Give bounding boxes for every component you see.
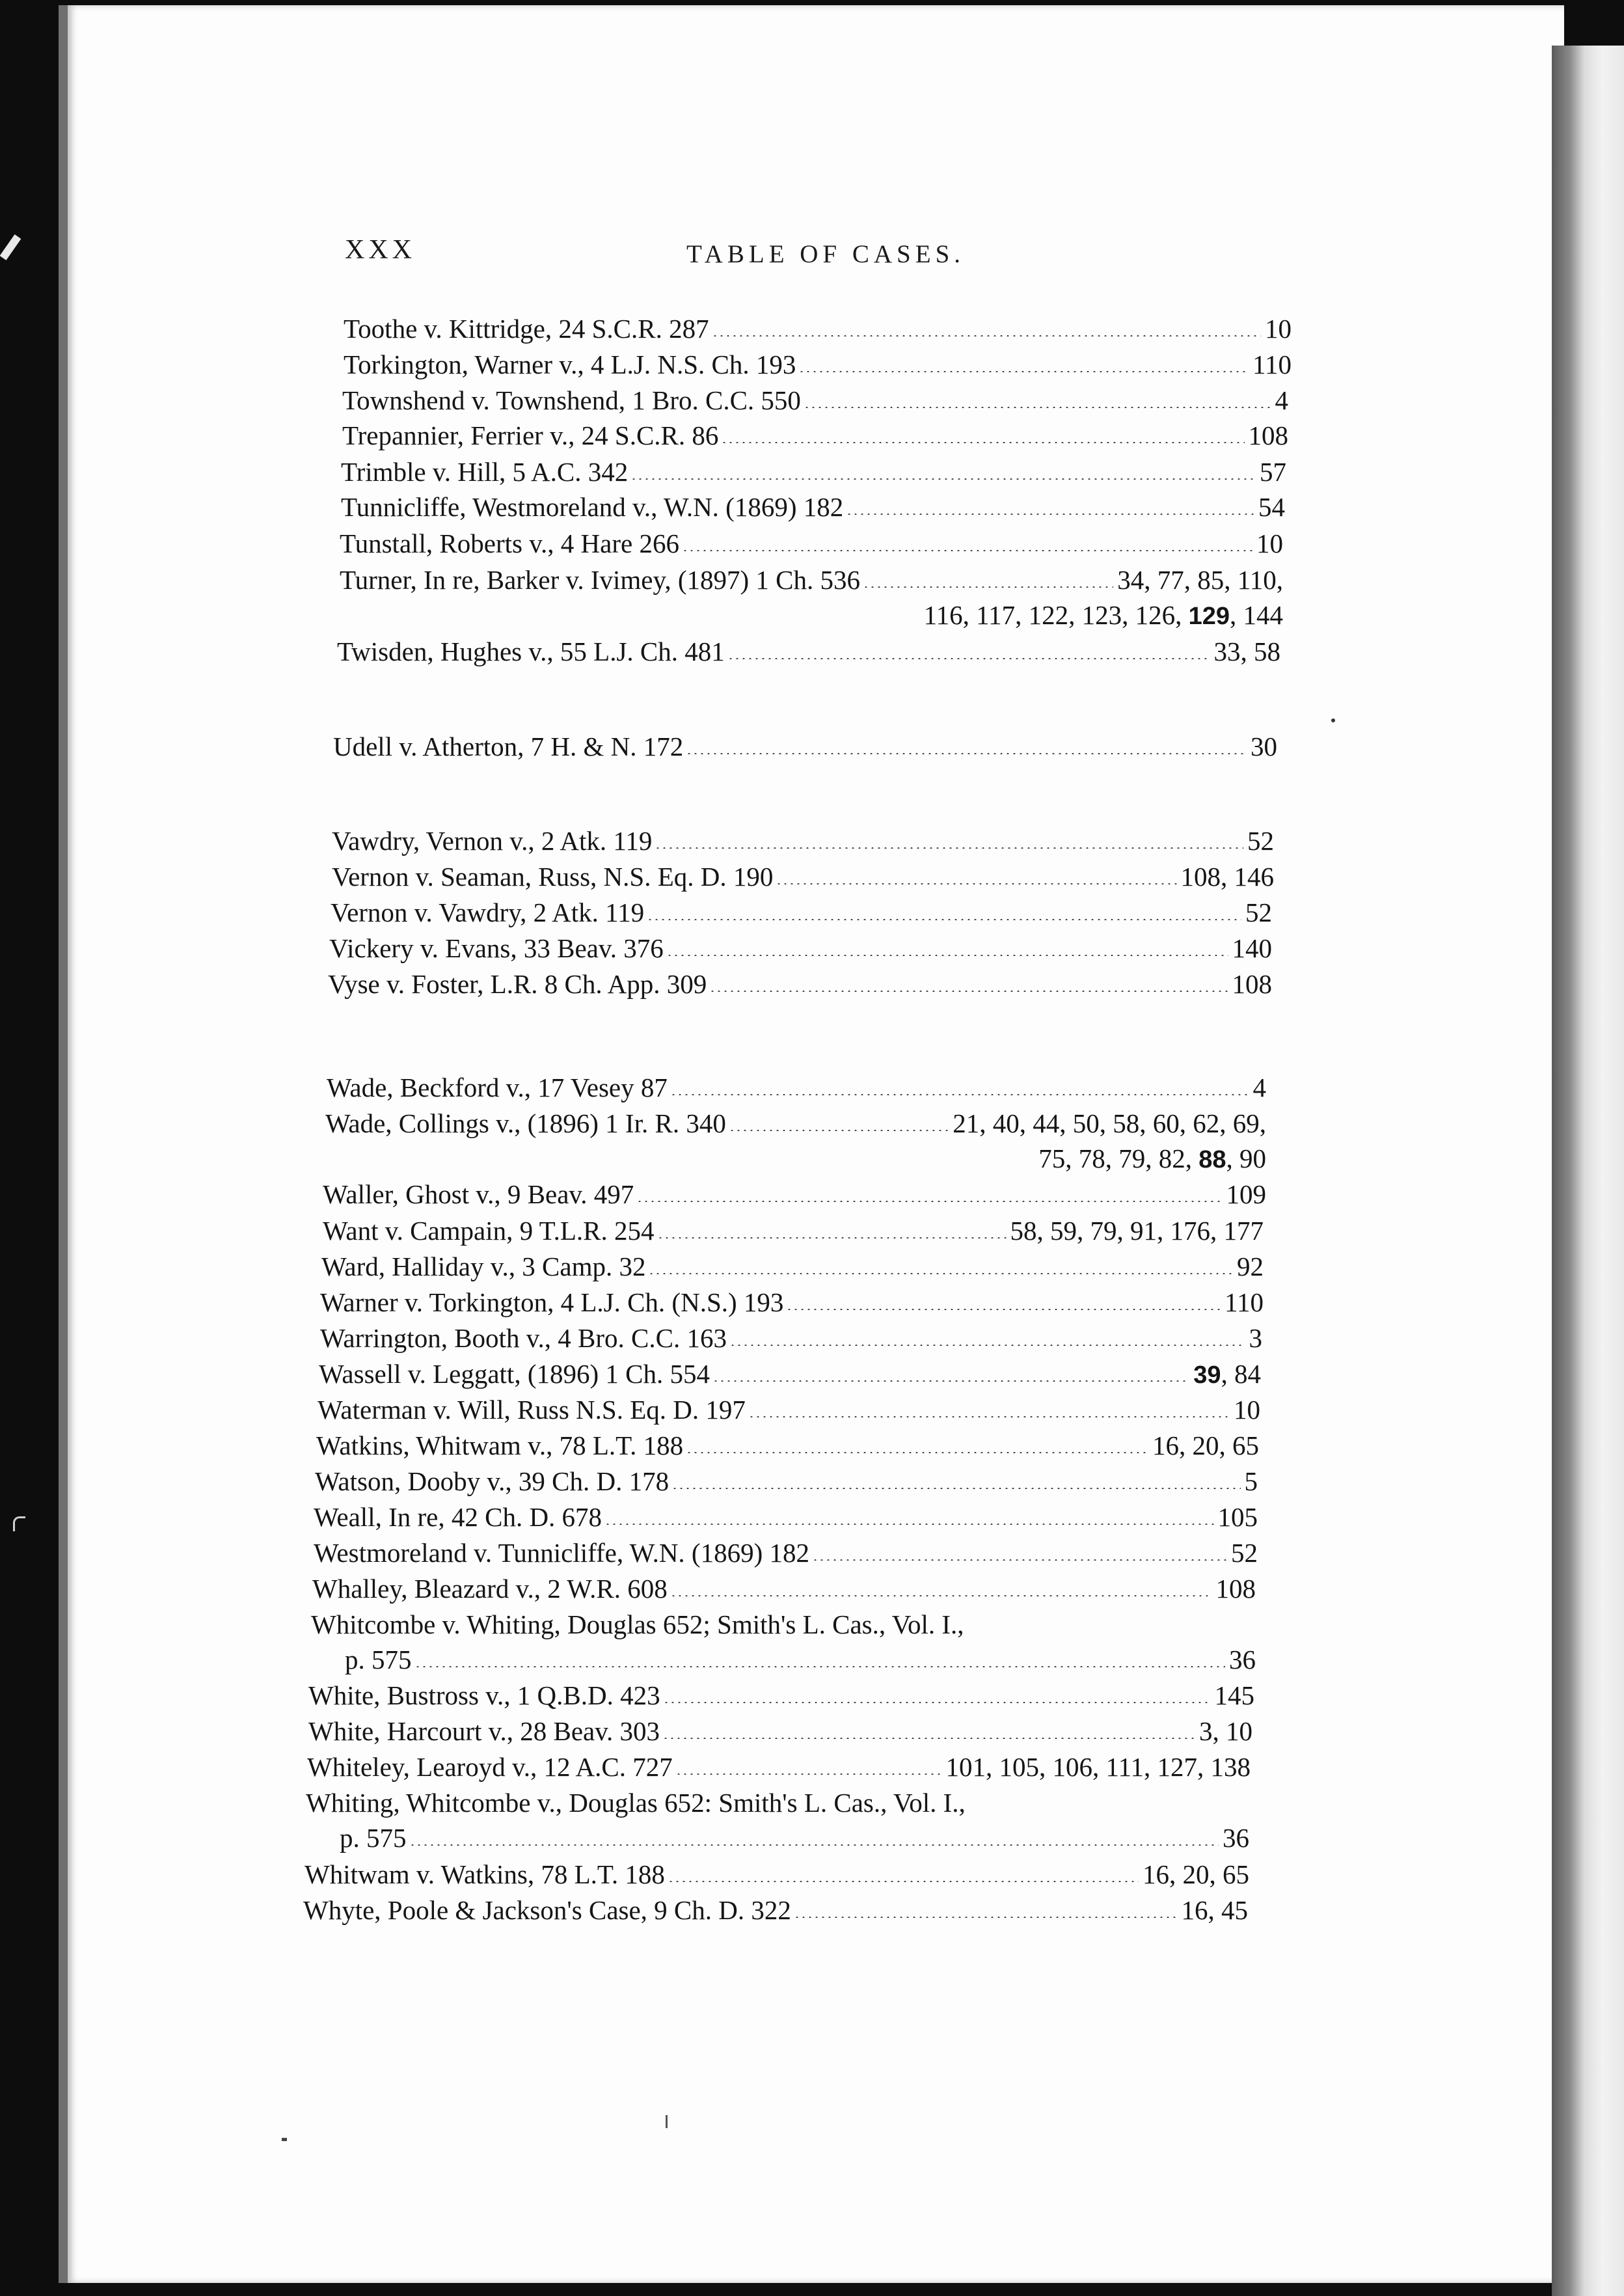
page-references: 108 [1248, 420, 1288, 450]
dot-leader [662, 1738, 1195, 1739]
case-reference: Whiting, Whitcombe v., Douglas 652: Smith's L. Cas., Vol. I., [306, 1788, 966, 1818]
running-head: TABLE OF CASES. [686, 240, 966, 268]
case-line [333, 724, 1277, 760]
case-line [329, 925, 1272, 962]
case-reference: Vickery v. Evans, 33 Beav. 376 [329, 933, 664, 963]
case-line [304, 1852, 1249, 1888]
page-references: 34, 77, 85, 110, [1117, 565, 1283, 595]
case-line [316, 1423, 1259, 1459]
case-line [312, 1566, 1256, 1602]
page-references: 3 [1249, 1323, 1262, 1353]
dot-leader [630, 478, 1256, 480]
dot-leader [668, 1881, 1139, 1882]
case-line [340, 521, 1283, 557]
case-line [308, 1708, 1252, 1745]
page-references: 110 [1225, 1287, 1264, 1317]
principal-page-reference: 39 [1193, 1361, 1221, 1389]
dot-leader [748, 1416, 1230, 1417]
case-line [340, 557, 1283, 594]
page-references: 4 [1252, 1073, 1266, 1102]
dot-leader [636, 1201, 1222, 1202]
case-reference: Wassell v. Leggatt, (1896) 1 Ch. 554 [319, 1359, 710, 1389]
page-references: 10 [1265, 314, 1292, 344]
case-line [344, 342, 1292, 378]
dot-leader [414, 1666, 1226, 1667]
case-reference: p. 575 [345, 1645, 412, 1674]
case-line [319, 1351, 1261, 1387]
case-reference: Turner, In re, Barker v. Ivimey, (1897) 1 Ch. 536 [340, 565, 860, 595]
case-continuation-line [340, 1815, 1249, 1852]
dot-leader [786, 1309, 1221, 1310]
page-references: 54 [1258, 492, 1285, 522]
case-reference: Want v. Campain, 9 T.L.R. 254 [323, 1216, 655, 1246]
page-references: 39, 84 [1193, 1359, 1261, 1389]
case-reference: Whalley, Bleazard v., 2 W.R. 608 [312, 1574, 668, 1604]
case-reference: Ward, Halliday v., 3 Camp. 32 [321, 1251, 646, 1281]
page-references: 3, 10 [1199, 1716, 1252, 1746]
page-references: 109 [1226, 1179, 1266, 1209]
page-references: 16, 20, 65 [1152, 1430, 1259, 1460]
dot-leader [863, 586, 1113, 588]
case-continuation-line [325, 1136, 1266, 1172]
case-line [315, 1458, 1258, 1495]
case-line [342, 377, 1288, 414]
case-reference: Toothe v. Kittridge, 24 S.C.R. 287 [344, 314, 709, 344]
page-references: 10 [1234, 1395, 1260, 1425]
page-references: 33, 58 [1213, 636, 1280, 666]
case-line [306, 1780, 1249, 1816]
case-line [332, 818, 1274, 854]
case-line [331, 890, 1272, 926]
case-reference: Watkins, Whitwam v., 78 L.T. 188 [316, 1430, 684, 1460]
case-reference: Whiteley, Learoyd v., 12 A.C. 727 [307, 1752, 673, 1782]
dot-leader [729, 1130, 949, 1131]
page-references: 145 [1214, 1680, 1254, 1710]
page-references: 36 [1229, 1645, 1256, 1674]
page-references: 58, 59, 79, 91, 176, 177 [1010, 1216, 1264, 1246]
case-line [344, 306, 1292, 342]
case-line [308, 1673, 1254, 1709]
case-line [314, 1494, 1258, 1531]
case-reference: Whyte, Poole & Jackson's Case, 9 Ch. D. 322 [303, 1895, 791, 1925]
page-references: 57 [1260, 457, 1286, 487]
case-line [341, 484, 1285, 521]
dot-leader [686, 753, 1247, 754]
page-references: 110 [1252, 349, 1292, 379]
case-reference: Vawdry, Vernon v., 2 Atk. 119 [332, 826, 653, 856]
page-references: 108 [1215, 1574, 1256, 1604]
page-references: 21, 40, 44, 50, 58, 60, 62, 69, [953, 1108, 1266, 1138]
case-reference: Tunstall, Roberts v., 4 Hare 266 [340, 528, 679, 558]
case-line [325, 1100, 1266, 1137]
case-reference: Wade, Beckford v., 17 Vesey 87 [327, 1073, 668, 1102]
case-line [341, 449, 1286, 485]
page-number: XXX [345, 235, 416, 265]
page-references: 16, 20, 65 [1143, 1859, 1249, 1889]
case-line [307, 1744, 1251, 1781]
dot-leader [729, 1345, 1245, 1346]
dot-leader [712, 1380, 1189, 1382]
page-references: 92 [1237, 1251, 1264, 1281]
dot-leader [776, 883, 1176, 884]
case-reference: Vernon v. Vawdry, 2 Atk. 119 [331, 897, 645, 927]
dot-leader [670, 1595, 1212, 1596]
dot-leader [812, 1559, 1227, 1561]
case-reference: White, Harcourt v., 28 Beav. 303 [308, 1716, 660, 1746]
case-reference: Tunnicliffe, Westmoreland v., W.N. (1869) 182 [341, 492, 844, 522]
case-line [320, 1315, 1262, 1352]
case-reference: Vyse v. Foster, L.R. 8 Ch. App. 309 [328, 969, 707, 999]
case-line [327, 1065, 1266, 1101]
case-reference: Waller, Ghost v., 9 Beav. 497 [323, 1179, 634, 1209]
case-reference: Trepannier, Ferrier v., 24 S.C.R. 86 [342, 420, 719, 450]
dot-leader [657, 1237, 1007, 1238]
case-line [328, 961, 1272, 998]
case-line [323, 1171, 1266, 1208]
case-line [303, 1887, 1248, 1924]
dot-leader [670, 1094, 1249, 1095]
page-references: 116, 117, 122, 123, 126, 129, 144 [923, 600, 1283, 630]
dot-leader [666, 955, 1228, 956]
dot-leader [682, 550, 1252, 551]
case-line [342, 413, 1288, 449]
case-reference: Weall, In re, 42 Ch. D. 678 [314, 1502, 602, 1532]
case-reference: Udell v. Atherton, 7 H. & N. 172 [333, 731, 684, 761]
page-references: 140 [1232, 933, 1272, 963]
dot-leader [794, 1917, 1178, 1918]
dot-leader [648, 1273, 1233, 1274]
dot-leader [671, 1488, 1240, 1489]
case-reference: Westmoreland v. Tunnicliffe, W.N. (1869) 182 [314, 1538, 809, 1568]
case-reference: Warrington, Booth v., 4 Bro. C.C. 163 [320, 1323, 727, 1353]
dot-leader [709, 991, 1228, 992]
dot-leader [604, 1524, 1213, 1525]
page-references: 10 [1256, 528, 1283, 558]
case-reference: White, Bustross v., 1 Q.B.D. 423 [308, 1680, 660, 1710]
case-reference: Trimble v. Hill, 5 A.C. 342 [341, 457, 629, 487]
dot-leader [409, 1844, 1219, 1846]
principal-page-reference: 88 [1198, 1146, 1226, 1173]
case-reference: Twisden, Hughes v., 55 L.J. Ch. 481 [337, 636, 725, 666]
page-references: 5 [1244, 1466, 1258, 1496]
page-references: 52 [1231, 1538, 1258, 1568]
dot-leader [686, 1452, 1148, 1453]
dot-leader [647, 919, 1241, 920]
case-reference: Wade, Collings v., (1896) 1 Ir. R. 340 [325, 1108, 726, 1138]
dot-leader [655, 847, 1243, 849]
case-reference: Warner v. Torkington, 4 L.J. Ch. (N.S.) 193 [320, 1287, 784, 1317]
case-reference: Townshend v. Townshend, 1 Bro. C.C. 550 [342, 385, 801, 415]
page-references: 30 [1251, 731, 1277, 761]
page-references: 16, 45 [1181, 1895, 1248, 1925]
case-line [321, 1244, 1264, 1280]
page-references: 4 [1275, 385, 1288, 415]
case-line [337, 629, 1280, 665]
dot-leader [675, 1773, 942, 1775]
case-line [311, 1602, 1256, 1638]
case-reference: Vernon v. Seaman, Russ, N.S. Eq. D. 190 [332, 862, 774, 892]
page-references: 108, 146 [1180, 862, 1274, 892]
case-line [320, 1279, 1264, 1316]
dot-leader [712, 335, 1261, 336]
case-reference: Watson, Dooby v., 39 Ch. D. 178 [315, 1466, 670, 1496]
page-references: 52 [1247, 826, 1274, 856]
dot-leader [663, 1702, 1211, 1703]
dot-leader [798, 371, 1249, 372]
page-references: 75, 78, 79, 82, 88, 90 [1038, 1143, 1266, 1173]
dot-leader [846, 513, 1254, 515]
case-line [332, 854, 1274, 890]
case-line [314, 1530, 1258, 1566]
page-references: 108 [1232, 969, 1272, 999]
page-references: 36 [1223, 1823, 1249, 1853]
page-references: 105 [1217, 1502, 1258, 1532]
case-line [323, 1208, 1264, 1244]
case-reference: Whitwam v. Watkins, 78 L.T. 188 [304, 1859, 665, 1889]
case-continuation-line [340, 592, 1283, 629]
case-line [318, 1387, 1260, 1423]
dot-leader [721, 442, 1244, 443]
case-continuation-line [345, 1637, 1256, 1673]
case-reference: Waterman v. Will, Russ N.S. Eq. D. 197 [318, 1395, 746, 1425]
page-references: 101, 105, 106, 111, 127, 138 [945, 1752, 1251, 1782]
case-reference: Torkington, Warner v., 4 L.J. N.S. Ch. 193 [344, 349, 796, 379]
dot-leader [727, 658, 1210, 659]
case-reference: Whitcombe v. Whiting, Douglas 652; Smith's L. Cas., Vol. I., [311, 1609, 964, 1639]
dot-leader [804, 407, 1271, 408]
case-reference: p. 575 [340, 1823, 407, 1853]
page-references: 52 [1245, 897, 1272, 927]
principal-page-reference: 129 [1188, 603, 1230, 630]
